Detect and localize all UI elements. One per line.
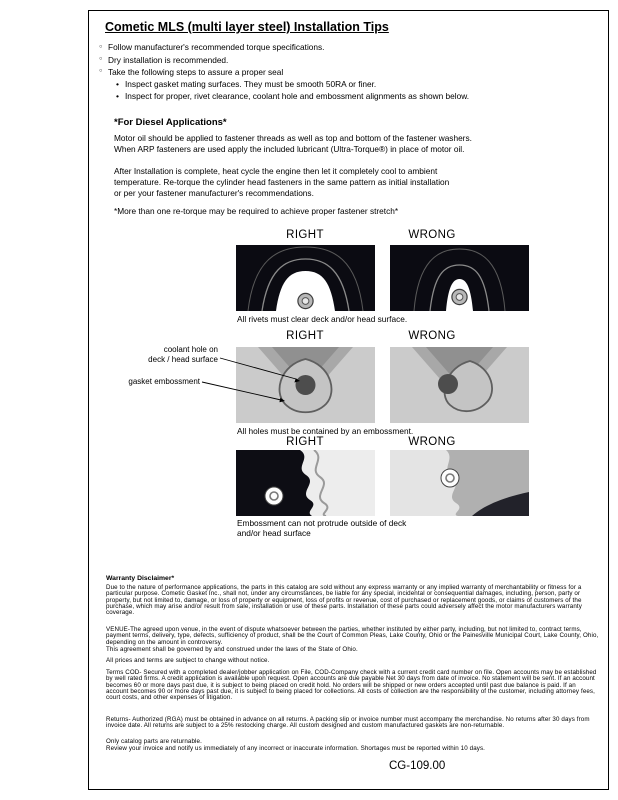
coolant-hole [438, 374, 458, 394]
row3-caption-line-2: and/or head surface [237, 528, 311, 538]
row2-wrong-label: WRONG [408, 330, 456, 342]
row3-caption [237, 518, 406, 538]
embossment-hole [265, 487, 283, 505]
tip-sub-bullet-2: • Inspect for proper, rivet clearance, coolant hole and embossment alignments as shown below. [116, 91, 469, 101]
embossment-hole [441, 469, 459, 487]
warranty-paragraph-5: Terms COD- Secured with a completed dealer/jobber application on File, COD-Company check with a current credit card number on file. Open accounts may be established by well rated firms. A credit application is available upon request. Open accounts are due payable Net 30 days from date of invoice. No statement will be sent. If an account becomes 60 or more days past due, it is subject to being placed on credit hold. No orders will be shipped or new orders accepted until past due balance is paid. If an account becomes 90 or more days past due, it is subject to being placed for collections. All costs of collection are the responsibility of the customer, including attorney fees, court costs, and other expenses of litigation. [106, 669, 597, 702]
rivet-right-diagram [236, 245, 375, 311]
row1-right-label: RIGHT [286, 229, 324, 241]
diesel-paragraph-1 [114, 133, 472, 155]
warranty-paragraph-6: Returns- Authorized (RGA) must be obtained in advance on all returns. A packing slip or invoice number must accompany the merchandise. No returns after 30 days from invoice date. All returns are subject to a 25% restocking charge. All custom designed and custom manufactured gaskets are non-returnable. [106, 716, 590, 730]
tip-bullet-1: ○ Follow manufacturer's recommended torque specifications. [98, 42, 324, 52]
warranty-paragraph-8: Review your invoice and notify us immediately of any incorrect or inaccurate information. Shortages must be reported within 10 days. [106, 745, 486, 752]
warranty-paragraph-4: All prices and terms are subject to change without notice. [106, 657, 270, 664]
protrusion-wrong-diagram [390, 450, 529, 516]
warranty-paragraph-2: VENUE-The agreed upon venue, in the event of dispute whatsoever between the parties, whether instituted by either party, including, but not limited to, contract terms, payment terms, delivery, type, defects, sufficiency of product, shall be the Court of Common Pleas, Lake County, Ohio or the Painesville Municipal Court, Lake County, Ohio, depending on the amount in controversy. [106, 626, 599, 646]
doc-code: CG-109.00 [389, 760, 446, 772]
tip-bullet-3: ○ Take the following steps to assure a proper seal [98, 67, 283, 77]
row3-wrong-label: WRONG [408, 436, 456, 448]
row1-wrong-label: WRONG [408, 229, 456, 241]
doc-title: Cometic MLS (multi layer steel) Installation Tips [105, 20, 389, 34]
warranty-heading: Warranty Disclaimer* [106, 575, 175, 582]
row1-caption: All rivets must clear deck and/or head surface. [237, 314, 408, 324]
protrusion-right-diagram [236, 450, 375, 516]
embossment-wrong-diagram [390, 347, 529, 423]
gasket-embossment-label: gasket embossment [128, 377, 200, 386]
diesel-paragraph-2-line-3: or per your fastener manufacturer's recommendations. [114, 188, 314, 198]
diesel-paragraph-2-line-1: After Installation is complete, heat cycle the engine then let it completely cool to ambient [114, 166, 438, 176]
diesel-paragraph-2-line-2: temperature. Re-torque the cylinder head fasteners in the same pattern as initial installation [114, 177, 450, 187]
warranty-paragraph-1: Due to the nature of performance applications, the parts in this catalog are sold without any express warranty or any implied warranty of merchantability or fitness for a particular purpose. Cometic Gasket Inc., shall not, under any circumstances, be liable for any special, incidental or consequential damages, including, person, party or property, but not limited to, damage, or loss of property or equipment, loss of profits or revenue, cost of purchased or replacement goods, or claims of customers of the purchase, which may arise and/or result from sale, installation or use of these parts. Installation of these parts could adversely affect the motor manufacturers warranty coverage. [106, 584, 582, 617]
rivet-wrong-diagram [390, 245, 529, 311]
diesel-paragraph-1-line-1: Motor oil should be applied to fastener threads as well as top and bottom of the fastener washers. [114, 133, 472, 143]
diesel-heading: *For Diesel Applications* [114, 117, 227, 128]
retorque-note: *More than one re-torque may be required to achieve proper fastener stretch* [114, 206, 399, 216]
coolant-hole-label [126, 345, 218, 365]
coolant-hole-label-line-1: coolant hole on [163, 345, 218, 354]
row3-caption-line-1: Embossment can not protrude outside of deck [237, 518, 407, 528]
embossment-right-diagram [236, 347, 375, 423]
diesel-paragraph-1-line-2: When ARP fasteners are used apply the included lubricant (Ultra-Torque®) in place of motor oil. [114, 144, 465, 154]
coolant-hole [296, 375, 316, 395]
row3-right-label: RIGHT [286, 436, 324, 448]
tip-bullet-2: ○ Dry installation is recommended. [98, 55, 228, 65]
warranty-paragraph-3: This agreement shall be governed by and construed under the laws of the State of Ohio. [106, 646, 358, 653]
warranty-paragraph-7: Only catalog parts are returnable. [106, 738, 202, 745]
gasket-edge-body [236, 450, 313, 516]
coolant-hole-label-line-2: deck / head surface [148, 355, 218, 364]
rivet-center [302, 298, 309, 305]
rivet-center [456, 294, 463, 301]
tip-sub-bullet-1: • Inspect gasket mating surfaces. They must be smooth 50RA or finer. [116, 79, 376, 89]
row2-right-label: RIGHT [286, 330, 324, 342]
row2-caption: All holes must be contained by an embossment. [237, 426, 414, 436]
diesel-paragraph-2 [114, 166, 449, 199]
